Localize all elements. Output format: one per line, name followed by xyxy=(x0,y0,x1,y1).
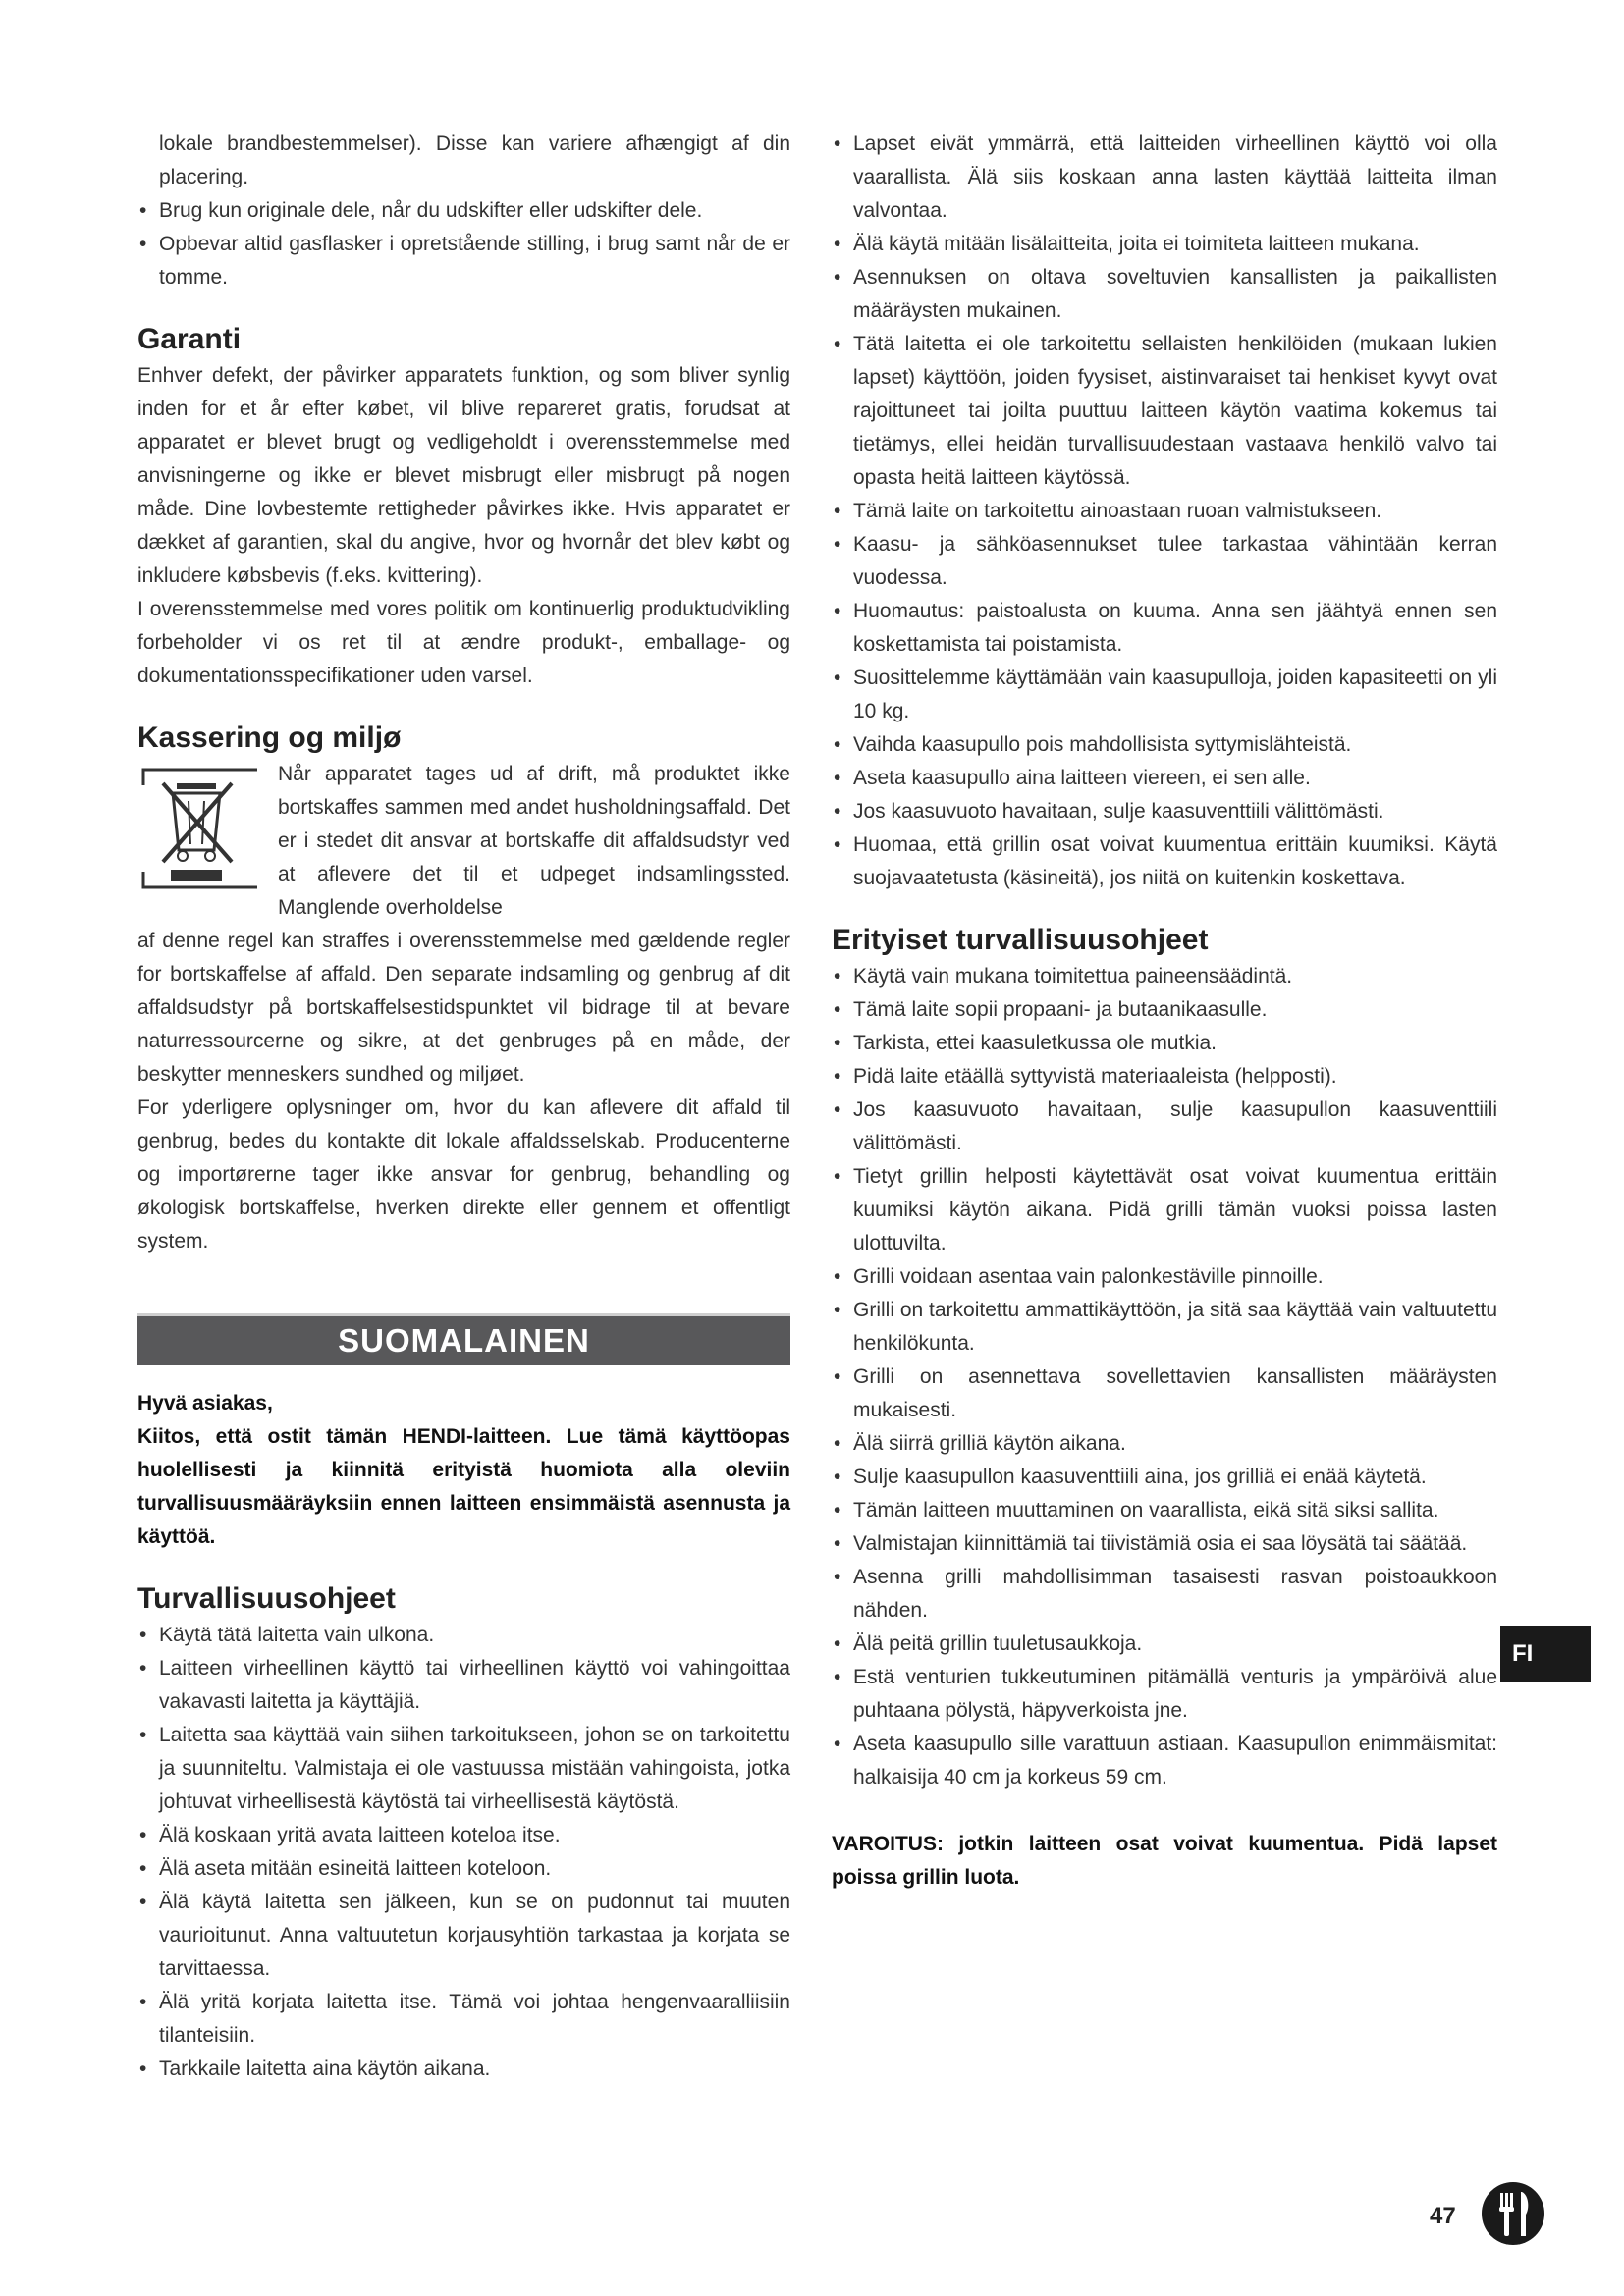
list-item: • Tätä laitetta ei ole tarkoitettu sellaisten henkilöiden (mukaan lukien lapset) käyttöön, joiden fyysiset, aistinvaraiset tai henkiset kyvyt ovat rajoittuneet tai joilta puuttuu laitteen käytön vaatima kokemus tai tietämys, ellei heidän turvallisuudestaan vastaava henkilö valvo tai opasta heitä laitteen käytössä. xyxy=(832,328,1497,495)
weee-block xyxy=(137,758,790,1092)
list-item: • Lapset eivät ymmärrä, että laitteiden virheellinen käyttö voi olla vaarallista. Älä siis koskaan anna lasten käyttää laitteita ilman valvontaa. xyxy=(832,128,1497,228)
list-item: • Vaihda kaasupullo pois mahdollisista syttymislähteistä. xyxy=(832,728,1497,762)
turvallisuus-list xyxy=(137,1619,790,2086)
safety-list-continued xyxy=(832,128,1497,895)
list-item: • Sulje kaasupullon kaasuventtiili aina, jos grilliä ei enää käytetä. xyxy=(832,1461,1497,1494)
left-column xyxy=(137,128,790,2086)
erityiset-heading: Erityiset turvallisuusohjeet xyxy=(832,924,1209,956)
list-item: • Asenna grilli mahdollisimman tasaisesti rasvan poistoaukkoon nähden. xyxy=(832,1561,1497,1628)
kassering-paragraph-2: For yderligere oplysninger om, hvor du kan aflevere dit affald til genbrug, bedes du kontakte dit lokale affaldsselskab. Producenterne og importørerne tager ikke ansvar for genbrug, behandling og økologisk bortskaffelse, hverken direkte eller gennem et offentligt system. xyxy=(137,1096,790,1253)
list-item: • Tarkkaile laitetta aina käytön aikana. xyxy=(137,2053,790,2086)
list-item: • Tämän laitteen muuttaminen on vaarallista, eikä sitä siksi sallita. xyxy=(832,1494,1497,1527)
list-item: • Kaasu- ja sähköasennukset tulee tarkastaa vähintään kerran vuodessa. xyxy=(832,528,1497,595)
list-item: • Älä aseta mitään esineitä laitteen koteloon. xyxy=(137,1852,790,1886)
list-item: • Suosittelemme käyttämään vain kaasupulloja, joiden kapasiteetti on yli 10 kg. xyxy=(832,662,1497,728)
cutlery-logo-icon xyxy=(1481,2181,1545,2246)
weee-bin-icon xyxy=(137,766,263,891)
greeting: Hyvä asiakas, xyxy=(137,1392,273,1415)
intro-continuation: lokale brandbestemmelser). Disse kan variere afhængigt af din placering. xyxy=(159,133,790,188)
list-item: • Opbevar altid gasflasker i opretstående stilling, i brug samt når de er tomme. xyxy=(137,228,790,294)
list-item: • Asennuksen on oltava soveltuvien kansallisten ja paikallisten määräysten mukainen. xyxy=(832,261,1497,328)
list-item: • Tietyt grillin helposti käytettävät osat voivat kuumentua erittäin kuumiksi käytön aikana. Pidä grilli tämän vuoksi poissa lasten ulottuvilta. xyxy=(832,1160,1497,1260)
language-tab: FI xyxy=(1500,1626,1591,1682)
intro-thanks: Kiitos, että ostit tämän HENDI-laitteen. Lue tämä käyttöopas huolellisesti ja kiinnitä erityistä huomiota alla oleviin turvallisuusmääräyksiin ennen laitteen ensimmäistä asennusta ja käyttöä. xyxy=(137,1425,790,1548)
erityiset-list xyxy=(832,960,1497,1794)
garanti-paragraph-2: I overensstemmelse med vores politik om kontinuerlig produktudvikling forbeholder vi os ret til at ændre produkt-, emballage- og dokumentationsspecifikationer uden varsel. xyxy=(137,598,790,687)
list-item: • Käytä vain mukana toimitettua paineensäädintä. xyxy=(832,960,1497,993)
list-item: • Käytä tätä laitetta vain ulkona. xyxy=(137,1619,790,1652)
kassering-paragraph-wrapped: Når apparatet tages ud af drift, må produktet ikke bortskaffes sammen med andet husholdningsaffald. Det er i stedet dit ansvar at bortskaffe dit affaldsudstyr ved at aflevere det til et udpeget indsamlingssted. Manglende overholdelse xyxy=(278,763,790,919)
list-item: • Brug kun originale dele, når du udskifter eller udskifter dele. xyxy=(137,194,790,228)
list-item: • Älä peitä grillin tuuletusaukkoja. xyxy=(832,1628,1497,1661)
list-item: • Laitteen virheellinen käyttö tai virheellinen käyttö voi vahingoittaa vakavasti laitetta ja käyttäjiä. xyxy=(137,1652,790,1719)
kassering-heading: Kassering og miljø xyxy=(137,721,402,754)
list-item: • Älä siirrä grilliä käytön aikana. xyxy=(832,1427,1497,1461)
list-item: • Älä yritä korjata laitetta itse. Tämä voi johtaa hengenvaaralliisiin tilanteisiin. xyxy=(137,1986,790,2053)
list-item: • Älä käytä mitään lisälaitteita, joita ei toimiteta laitteen mukana. xyxy=(832,228,1497,261)
language-banner: SUOMALAINEN xyxy=(137,1313,790,1365)
list-item: • Estä venturien tukkeutuminen pitämällä venturis ja ympäröivä alue puhtaana pölystä, häpyverkoista jne. xyxy=(832,1661,1497,1728)
list-item: • Älä koskaan yritä avata laitteen koteloa itse. xyxy=(137,1819,790,1852)
turvallisuus-heading: Turvallisuusohjeet xyxy=(137,1582,396,1615)
list-item: • Tämä laite on tarkoitettu ainoastaan ruoan valmistukseen. xyxy=(832,495,1497,528)
right-column xyxy=(832,128,1497,1895)
list-item: • Aseta kaasupullo aina laitteen viereen, ei sen alle. xyxy=(832,762,1497,795)
garanti-heading: Garanti xyxy=(137,323,242,355)
list-item: • Huomaa, että grillin osat voivat kuumentua erittäin kuumiksi. Käytä suojavaatetusta (käsineitä), jos niitä on kuitenkin koskettava. xyxy=(832,828,1497,895)
list-item: • Huomautus: paistoalusta on kuuma. Anna sen jäähtyä ennen sen koskettamista tai poistamista. xyxy=(832,595,1497,662)
list-item: • Pidä laite etäällä syttyvistä materiaaleista (helpposti). xyxy=(832,1060,1497,1094)
list-item: • Grilli voidaan asentaa vain palonkestäville pinnoille. xyxy=(832,1260,1497,1294)
list-item: • Laitetta saa käyttää vain siihen tarkoitukseen, johon se on tarkoitettu ja suunniteltu. Valmistaja ei ole vastuussa mistään vahingoista, jotka johtuvat virheellisestä käytöstä tai virheellisestä käytöstä. xyxy=(137,1719,790,1819)
list-item: • Valmistajan kiinnittämiä tai tiivistämiä osia ei saa löysätä tai säätää. xyxy=(832,1527,1497,1561)
page-number: 47 xyxy=(1430,2203,1456,2229)
list-item: • Jos kaasuvuoto havaitaan, sulje kaasupullon kaasuventtiili välittömästi. xyxy=(832,1094,1497,1160)
list-item: • Jos kaasuvuoto havaitaan, sulje kaasuventtiili välittömästi. xyxy=(832,795,1497,828)
list-item: • Älä käytä laitetta sen jälkeen, kun se on pudonnut tai muuten vaurioitunut. Anna valtuutetun korjausyhtiön tarkastaa ja korjata se tarvittaessa. xyxy=(137,1886,790,1986)
list-item: • Grilli on asennettava sovellettavien kansallisten määräysten mukaisesti. xyxy=(832,1361,1497,1427)
warning-text: VAROITUS: jotkin laitteen osat voivat kuumentua. Pidä lapset poissa grillin luota. xyxy=(832,1833,1497,1889)
list-item: • Grilli on tarkoitettu ammattikäyttöön, ja sitä saa käyttää vain valtuutettu henkilökunta. xyxy=(832,1294,1497,1361)
list-item: • Tarkista, ettei kaasuletkussa ole mutkia. xyxy=(832,1027,1497,1060)
intro-list xyxy=(137,194,790,294)
list-item: • Aseta kaasupullo sille varattuun astiaan. Kaasupullon enimmäismitat: halkaisija 40 cm ja korkeus 59 cm. xyxy=(832,1728,1497,1794)
list-item: • Tämä laite sopii propaani- ja butaanikaasulle. xyxy=(832,993,1497,1027)
kassering-paragraph-full: af denne regel kan straffes i overensstemmelse med gældende regler for bortskaffelse af affald. Den separate indsamling og genbrug af dit affaldsudstyr på bortskaffelsestidspunktet vil bidrage til at bevare naturressourcerne og sikre, at det genbruges på en måde, der beskytter menneskers sundhed og miljøet. xyxy=(137,930,790,1086)
garanti-paragraph: Enhver defekt, der påvirker apparatets funktion, og som bliver synlig inden for et år efter købet, vil blive repareret gratis, forudsat at apparatet er blevet brugt og vedligeholdt i overensstemmelse med anvisningerne og ikke er blevet misbrugt eller misbrugt på nogen måde. Dine lovbestemte rettigheder påvirkes ikke. Hvis apparatet er dækket af garantien, skal du angive, hvor og hvornår det blev købt og inkludere købsbevis (f.eks. kvittering). xyxy=(137,364,790,587)
